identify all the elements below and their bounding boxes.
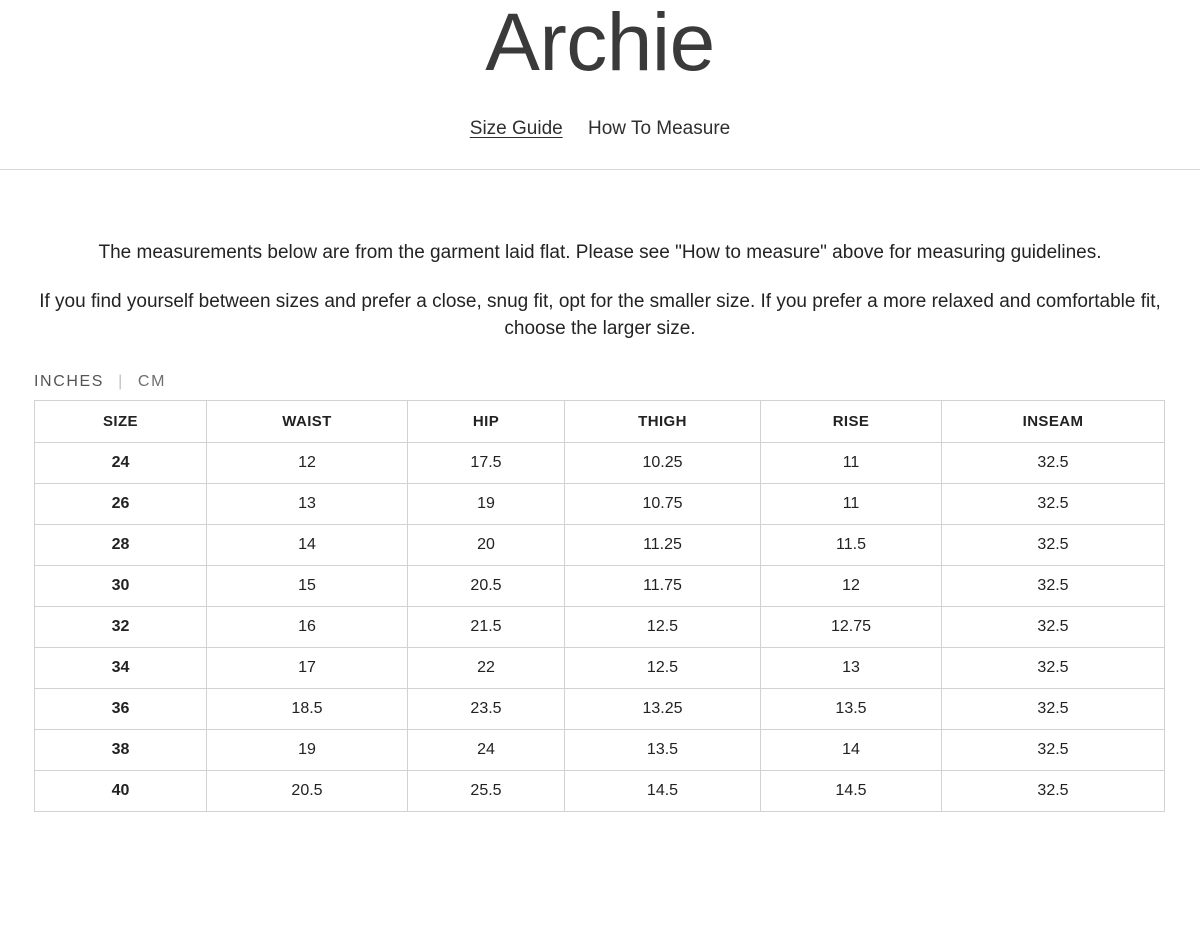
cell-size: 34 [35,647,207,688]
cell-rise: 11 [761,483,942,524]
intro-copy [35,178,1165,343]
table-row [35,565,1165,606]
cell-rise: 14.5 [761,770,942,811]
cell-rise: 13 [761,647,942,688]
unit-option-cm[interactable]: CM [137,372,167,390]
table-header-row [35,400,1165,442]
cell-rise: 11 [761,442,942,483]
cell-inseam: 32.5 [942,647,1165,688]
table-row [35,729,1165,770]
nav-item-how-to-measure[interactable]: How To Measure [588,118,731,139]
cell-hip: 19 [408,483,565,524]
cell-thigh: 12.5 [565,606,761,647]
cell-inseam: 32.5 [942,565,1165,606]
cell-thigh: 14.5 [565,770,761,811]
cell-thigh: 13.5 [565,729,761,770]
cell-hip: 17.5 [408,442,565,483]
cell-thigh: 11.75 [565,565,761,606]
column-header-thigh: THIGH [565,400,761,442]
cell-hip: 24 [408,729,565,770]
cell-thigh: 12.5 [565,647,761,688]
cell-inseam: 32.5 [942,729,1165,770]
cell-hip: 21.5 [408,606,565,647]
cell-rise: 12 [761,565,942,606]
column-header-rise: RISE [761,400,942,442]
table-row [35,770,1165,811]
cell-waist: 18.5 [207,688,408,729]
cell-waist: 12 [207,442,408,483]
cell-waist: 15 [207,565,408,606]
cell-size: 24 [35,442,207,483]
intro-paragraph-2: If you find yourself between sizes and prefer a close, snug fit, opt for the smaller size. If you prefer a more relaxed and comfortable fit, choose the larger size. [39,290,1161,339]
table-row [35,524,1165,565]
cell-waist: 13 [207,483,408,524]
cell-size: 36 [35,688,207,729]
size-chart-table [34,400,1165,812]
cell-inseam: 32.5 [942,442,1165,483]
brand-title: Archie [485,0,715,88]
cell-hip: 20.5 [408,565,565,606]
cell-size: 38 [35,729,207,770]
cell-size: 40 [35,770,207,811]
column-header-size: SIZE [35,400,207,442]
cell-hip: 22 [408,647,565,688]
cell-waist: 14 [207,524,408,565]
cell-size: 28 [35,524,207,565]
table-row [35,647,1165,688]
cell-thigh: 11.25 [565,524,761,565]
cell-inseam: 32.5 [942,606,1165,647]
cell-inseam: 32.5 [942,483,1165,524]
cell-size: 32 [35,606,207,647]
cell-waist: 17 [207,647,408,688]
unit-toggle [34,373,1200,391]
cell-thigh: 10.25 [565,442,761,483]
unit-separator: | [118,372,124,390]
cell-rise: 12.75 [761,606,942,647]
cell-size: 30 [35,565,207,606]
table-row [35,688,1165,729]
primary-nav [0,118,1200,140]
column-header-inseam: INSEAM [942,400,1165,442]
cell-hip: 25.5 [408,770,565,811]
nav-item-size-guide[interactable]: Size Guide [469,118,563,139]
cell-thigh: 10.75 [565,483,761,524]
column-header-hip: HIP [408,400,565,442]
cell-rise: 11.5 [761,524,942,565]
cell-inseam: 32.5 [942,770,1165,811]
column-header-waist: WAIST [207,400,408,442]
header-divider [0,169,1200,170]
cell-inseam: 32.5 [942,688,1165,729]
table-row [35,606,1165,647]
cell-thigh: 13.25 [565,688,761,729]
cell-waist: 20.5 [207,770,408,811]
cell-inseam: 32.5 [942,524,1165,565]
unit-option-inches[interactable]: INCHES [34,372,105,390]
table-body [35,442,1165,811]
cell-hip: 20 [408,524,565,565]
table-row [35,442,1165,483]
cell-waist: 19 [207,729,408,770]
cell-hip: 23.5 [408,688,565,729]
cell-rise: 14 [761,729,942,770]
cell-waist: 16 [207,606,408,647]
cell-size: 26 [35,483,207,524]
intro-paragraph-1: The measurements below are from the garment laid flat. Please see "How to measure" above for measuring guidelines. [98,242,1102,263]
table-header [35,400,1165,442]
cell-rise: 13.5 [761,688,942,729]
table-row [35,483,1165,524]
